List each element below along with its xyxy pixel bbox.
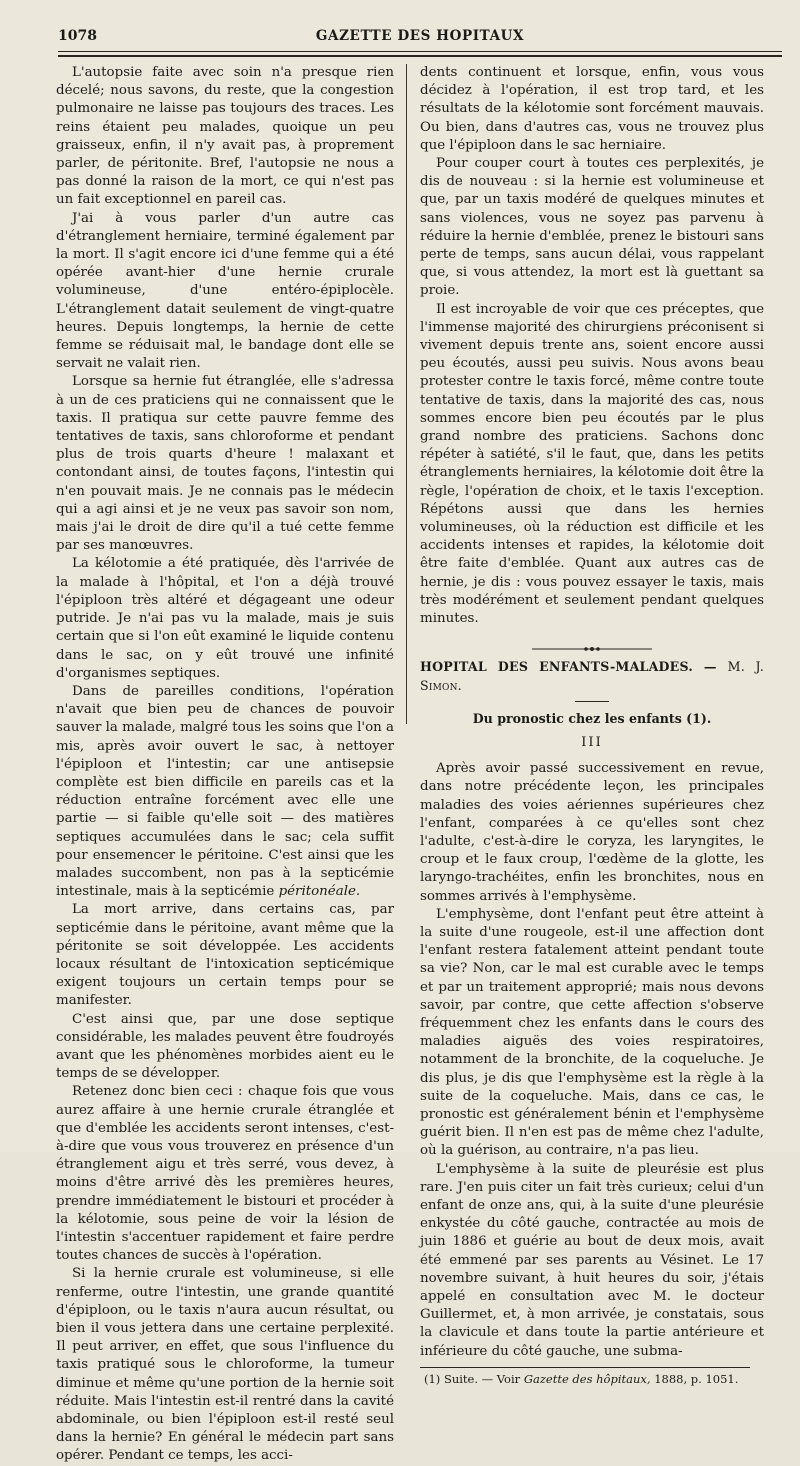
section-body (420, 760, 764, 1361)
right-column (420, 64, 764, 1387)
paragraph: Il est incroyable de voir que ces préceptes, que l'immense majorité des chirurgiens préconisent si vivement depuis trente ans, soient encore aussi peu écoutés, aussi peu suivis. Nous avons beau protester contre le taxis forcé, même contre toute tentative de taxis, dans la majorité des cas, nous sommes encore bien peu écoutés par le plus grand nombre des praticiens. Sachons donc répéter à satiété, s'il le faut, que, dans les petits étranglements herniaires, la kélotomie doit être la règle, l'opération de choix, et le taxis l'exception. Répétons aussi que dans les hernies volumineuses, où la réduction est difficile et les accidents intenses et rapides, la kélotomie doit être faite d'emblée. Quant aux autres cas de hernie, je dis : vous pouvez essayer le taxis, mais très modérément et seulement pendant quelques minutes. (420, 301, 764, 627)
column-divider (406, 64, 407, 724)
paragraph: Dans de pareilles conditions, l'opération n'avait que bien peu de chances de pouvoir sauver la malade, malgré tous les soins que l'on a mis, après avoir ouvert le sac, à nettoyer l'épiploon et l'intestin; car une antisepsie complète est bien difficile en pareils cas et la réduction entraîne forcément avec elle une partie — si faible qu'elle soit — des matières septiques accumulées dans le sac; cela suffit pour ensemencer le péritoine. C'est ainsi que les malades succombent, non pas à la septicémie intestinale, mais à la septicémie péritonéale. (56, 683, 394, 900)
ornament-rule-icon (532, 646, 652, 652)
section-subtitle: Du pronostic chez les enfants (1). (472, 710, 712, 726)
left-column (56, 64, 394, 1466)
page-header (58, 26, 782, 46)
paragraph: L'autopsie faite avec soin n'a presque rien décelé; nous savons, du reste, que la congestion pulmonaire ne laisse pas toujours des traces. Les reins étaient peu malades, quoique un peu graisseux, enfin, il n'y avait pas, à proprement parler, de péritonite. Bref, l'autopsie ne nous a pas donné la raison de la mort, ce qui n'est pas un fait exceptionnel en pareil cas. (56, 65, 394, 208)
paragraph: Si la hernie crurale est volumineuse, si elle renferme, outre l'intestin, une grande quantité d'épiploon, ou le taxis n'aura aucun résultat, ou bien il vous jettera dans une certaine perplexité. Il peut arriver, en effet, que sous l'influence du taxis pratiqué sous le chloroforme, la tumeur diminue et même qu'une portion de la hernie soit réduite. Mais l'intestin est-il rentré dans la cavité abdominale, ou bien l'épiploon est-il resté seul dans la hernie? En général le médecin part sans opérer. Pendant ce temps, les acci- (56, 1266, 394, 1464)
header-rule-thin (58, 51, 782, 52)
header-rule-thick (58, 55, 782, 57)
journal-title: GAZETTE DES HOPITAUX (315, 28, 525, 44)
section-paragraph: Après avoir passé successivement en revue, dans notre précédente leçon, les principales maladies des voies aériennes supérieures chez l'enfant, comparées à ce qu'elles sont chez l'adulte, c'est-à-dire le coryza, les laryngites, le croup et le faux croup, l'œdème de la glotte, les laryngo-trachéites, enfin les bronchites, nous en sommes arrivés à l'emphysème. (420, 761, 764, 904)
footnote-rule (420, 1367, 750, 1368)
paragraph: C'est ainsi que, par une dose septique considérable, les malades peuvent être foudroyés avant que les phénomènes morbides aient eu le temps de se développer. (56, 1011, 394, 1082)
right-column-body (420, 64, 764, 628)
footnote: (1) Suite. — Voir Gazette des hôpitaux, 1888, p. 1051. (424, 1371, 739, 1386)
paragraph: dents continuent et lorsque, enfin, vous vous décidez à l'opération, il est trop tard, et les résultats de la kélotomie sont forcément mauvais. Ou bien, dans d'autres cas, vous ne trouvez plus que l'épiploon dans le sac herniaire. (420, 65, 764, 153)
section-paragraph: L'emphysème à la suite de pleurésie est plus rare. J'en puis citer un fait très curieux; celui d'un enfant de onze ans, qui, à la suite d'une pleurésie enkystée du côté gauche, contractée au mois de juin 1886 et guérie au bout de deux mois, avait été emmené par ses parents au Vésinet. Le 17 novembre suivant, à huit heures du soir, j'étais appelé en consultation avec M. le docteur Guillermet, et, à mon arrivée, je constatais, sous la clavicule et dans toute la partie antérieure et inférieure du côté gauche, une subma- (420, 1161, 764, 1359)
paragraph: Pour couper court à toutes ces perplexités, je dis de nouveau : si la hernie est volumineuse et que, par un taxis modéré de quelques minutes et sans violences, vous ne soyez pas parvenu à réduire la hernie d'emblée, prenez le bistouri sans perte de temps, sans aucun délai, vous rappelant que, si vous attendez, la mort est là guettant sa proie. (420, 156, 764, 299)
section-heading (420, 658, 764, 694)
section-part-number: III (581, 734, 603, 750)
section-heading-text: HOPITAL DES ENFANTS-MALADES. — (420, 659, 717, 675)
paragraph: J'ai à vous parler d'un autre cas d'étranglement herniaire, terminé également par la mort. Il s'agit encore ici d'une femme qui a été opérée avant-hier d'une hernie crurale volumineuse, d'une entéro-épiplocèle. L'étranglement datait seulement de vingt-quatre heures. Depuis longtemps, la hernie de cette femme se réduisait mal, le bandage dont elle se servait ne valait rien. (56, 210, 394, 372)
section-paragraph: L'emphysème, dont l'enfant peut être atteint à la suite d'une rougeole, est-il une affection dont l'enfant restera fatalement atteint pendant toute sa vie? Non, car le mal est curable avec le temps et par un traitement approprié; mais nous devons savoir, par contre, que cette affection s'observe fréquemment chez les enfants dans le cours des maladies aiguës des voies respiratoires, notamment de la bronchite, de la coqueluche. Je dis plus, je dis que l'emphysème est la règle à la suite de la coqueluche. Mais, dans ce cas, le pronostic est généralement bénin et l'emphysème guérit bien. Il n'en est pas de même chez l'adulte, où la guérison, au contraire, n'a pas lieu. (420, 906, 764, 1159)
paragraph: Retenez donc bien ceci : chaque fois que vous aurez affaire à une hernie crurale étranglée et que d'emblée les accidents seront intenses, c'est-à-dire que vous vous trouverez en présence d'un étranglement aigu et très serré, vous devez, à moins d'être arrivé dès les premières heures, prendre immédiatement le bistouri et procéder à la kélotomie, sous peine de voir la lésion de l'intestin s'accentuer rapidement et faire perdre toutes chances de succès à l'opération. (56, 1084, 394, 1264)
section-author: M. J. Simon. (420, 659, 764, 693)
heading-rule (575, 701, 609, 702)
page-number: 1078 (58, 28, 97, 44)
paragraph: La kélotomie a été pratiquée, dès l'arrivée de la malade à l'hôpital, et l'on a déjà trouvé l'épiploon très altéré et dégageant une odeur putride. Je n'ai pas vu la malade, mais je suis certain que si l'on eût examiné le liquide contenu dans le sac, on y eût trouvé une infinité d'organismes septiques. (56, 556, 394, 681)
section-separator (532, 640, 652, 646)
paragraph: La mort arrive, dans certains cas, par septicémie dans le péritoine, avant même que la péritonite se soit développée. Les accidents locaux résultant de l'intoxication septicémique exigent toujours un certain temps pour se manifester. (56, 902, 394, 1009)
paragraph: Lorsque sa hernie fut étranglée, elle s'adressa à un de ces praticiens qui ne connaissent que le taxis. Il pratiqua sur cette pauvre femme des tentatives de taxis, sans chloroforme et pendant plus de trois quarts d'heure ! malaxant et contondant ainsi, de toutes façons, l'intestin qui n'en pouvait mais. Je ne connais pas le médecin qui a agi ainsi et je ne veux pas savoir son nom, mais j'ai le droit de dire qu'il a tué cette femme par ses manœuvres. (56, 374, 394, 554)
